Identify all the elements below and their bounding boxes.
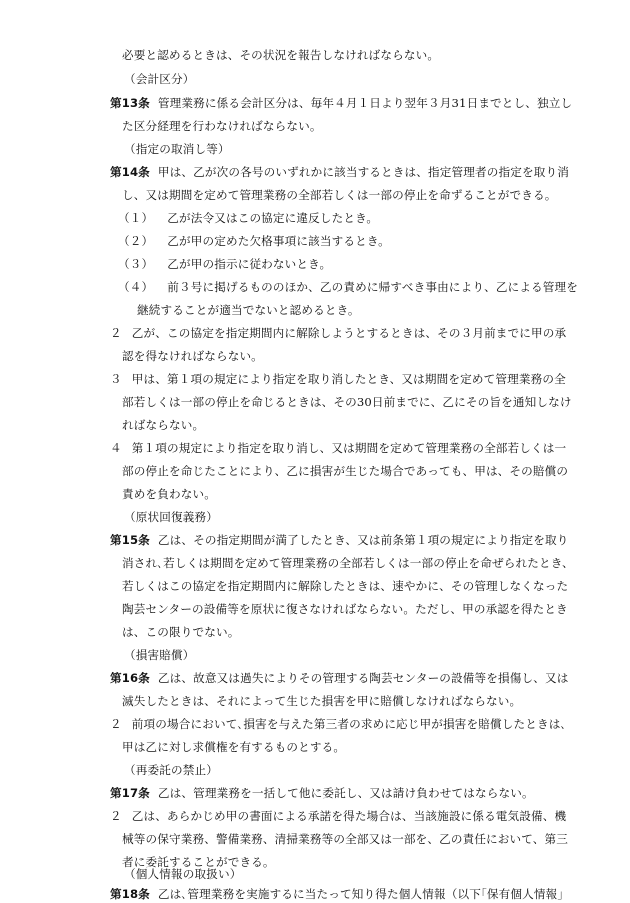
article-number: 第13条 [110, 96, 150, 110]
text-line: 消され､若しくは期間を定めて管理業務の全部若しくは一部の停止を命ぜられたとき、 [122, 556, 574, 570]
article-14: 第14条 甲は、乙が次の各号のいずれかに該当するときは、指定管理者の指定を取り消 [110, 165, 569, 179]
item-number: （２） [118, 234, 154, 248]
paragraph-number: ２ [110, 326, 122, 340]
item-number: （４） [118, 280, 154, 294]
paragraph-number: ４ [110, 441, 122, 455]
paragraph-item: ３ 甲は、第１項の規定により指定を取り消したとき、又は期間を定めて管理業務の全 [110, 372, 566, 386]
text-line: 認を得なければならない。 [122, 349, 263, 363]
text-line: 甲は乙に対し求償権を有するものとする。 [122, 740, 346, 754]
section-heading: （会計区分） [124, 72, 195, 86]
article-number: 第14条 [110, 165, 150, 179]
text-line: 必要と認めるときは、その状況を報告しなければならない。 [122, 48, 440, 62]
text-line: 陶芸センターの設備等を原状に復さなければならない。ただし、甲の承認を得たとき [122, 602, 568, 616]
section-heading: （原状回復義務） [124, 510, 218, 524]
paragraph-item: ４ 第１項の規定により指定を取り消し、又は期間を定めて管理業務の全部若しくは一 [110, 441, 567, 455]
paragraph-item: ２ 乙は、あらかじめ甲の書面による承諾を得た場合は、当該施設に係る電気設備、機 [110, 809, 567, 823]
text-line: 部の停止を命じたことにより、乙に損害が生じた場合であっても、甲は、その賠償の [122, 464, 569, 478]
text-line: し、又は期間を定めて管理業務の全部若しくは一部の停止を命ずることができる。 [122, 188, 557, 202]
text-line: 若しくはこの協定を指定期間内に解除したときは、速やかに、その管理しなくなった [122, 579, 569, 593]
article-17: 第17条 乙は、管理業務を一括して他に委託し、又は請け負わせてはならない。 [110, 786, 534, 800]
paragraph-item: ２ 乙が、この協定を指定期間内に解除しようとするときは、その３月前までに甲の承 [110, 326, 567, 340]
list-item: （４） 前３号に掲げるもののほか、乙の責めに帰すべき事由により、乙による管理を [118, 280, 579, 294]
paragraph-number: ２ [110, 717, 122, 731]
article-18 [110, 886, 563, 902]
paragraph-number: ３ [110, 372, 122, 386]
list-item: （３） 乙が甲の指示に従わないとき。 [118, 257, 332, 271]
paragraph-number: ２ [110, 809, 122, 823]
item-number: （１） [118, 211, 154, 225]
paragraph-item: ２ 前項の場合において､損害を与えた第三者の求めに応じ甲が損害を賠償したときは､ [110, 717, 567, 731]
section-heading: （指定の取消し等） [124, 142, 230, 156]
article-number: 第18条 [110, 887, 150, 901]
list-item: （２） 乙が甲の定めた欠格事項に該当するとき。 [118, 234, 390, 248]
text-line: 者に委託することができる。 [122, 855, 275, 869]
article-15: 第15条 乙は、その指定期間が満了したとき、又は前条第１項の規定により指定を取り [110, 533, 569, 547]
section-heading: （損害賠償） [124, 648, 195, 662]
article-number: 第16条 [110, 671, 150, 685]
text-line: 責めを負わない。 [122, 487, 216, 501]
text-line: 継続することが適当でないと認めるとき。 [137, 303, 360, 317]
list-item: （１） 乙が法令又はこの協定に違反したとき。 [118, 211, 379, 225]
text-line: ればならない。 [122, 418, 205, 432]
text-line: 械等の保守業務、警備業務、清掃業務等の全部又は一部を、乙の責任において、第三 [122, 832, 569, 846]
article-number: 第15条 [110, 533, 150, 547]
section-heading: （個人情報の取扱い） [124, 867, 242, 881]
text-line: 滅失したときは、それによって生じた損害を甲に賠償しなければならない。 [122, 694, 522, 708]
article-text: 乙は､管理業務を実施するに当たって知り得た個人情報（以下｢保有個人情報｣ [157, 887, 564, 901]
item-number: （３） [118, 257, 154, 271]
article-13: 第13条 管理業務に係る会計区分は、毎年４月１日より翌年３月31日までとし、独立し [110, 96, 573, 110]
text-line: は、この限りでない。 [122, 625, 240, 639]
section-heading: （再委託の禁止） [124, 763, 218, 777]
text-line: た区分経理を行わなければならない。 [122, 119, 322, 133]
article-number: 第17条 [110, 786, 150, 800]
article-16: 第16条 乙は、故意又は過失によりその管理する陶芸センターの設備等を損傷し、又は [110, 671, 569, 685]
text-line: 部若しくは一部の停止を命じるときは、その30日前までに、乙にその旨を通知しなけ [122, 395, 572, 409]
